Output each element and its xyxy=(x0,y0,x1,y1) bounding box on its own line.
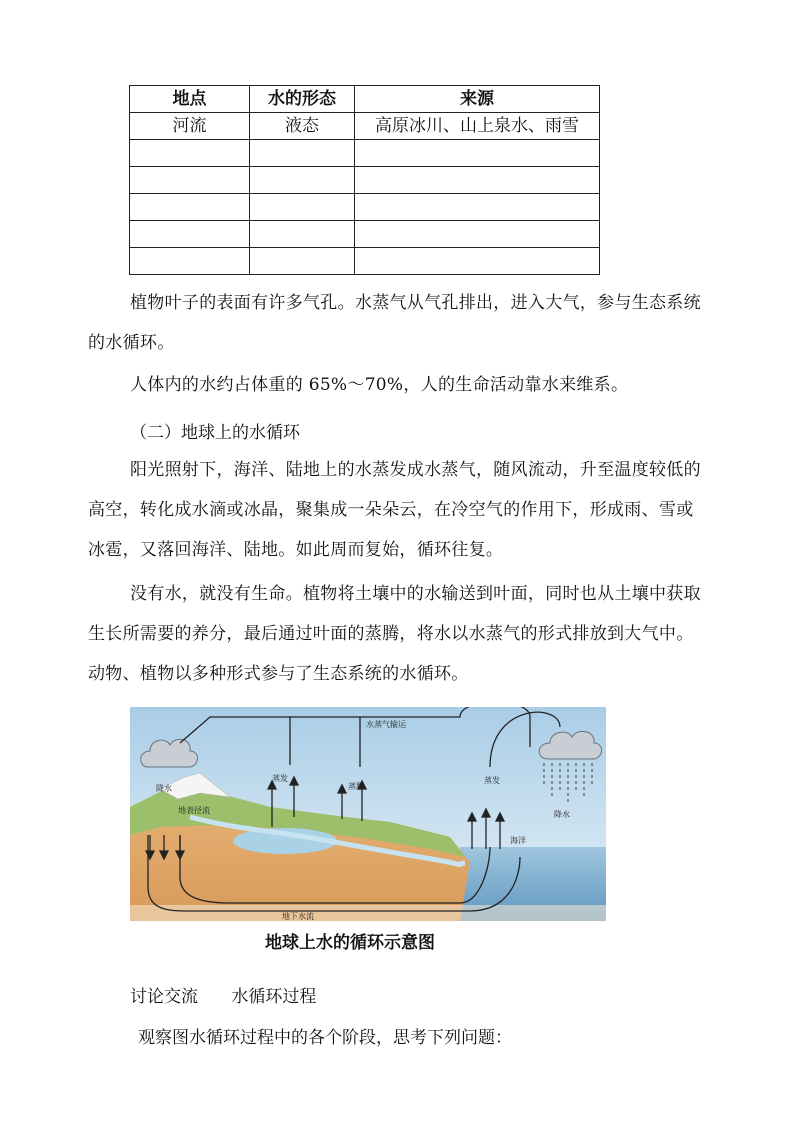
table-cell xyxy=(355,167,600,194)
table-cell: 高原冰川、山上泉水、雨雪 xyxy=(355,113,600,140)
table-row xyxy=(130,248,600,275)
label-groundwater: 地下水流 xyxy=(282,912,314,921)
table-cell xyxy=(130,140,250,167)
water-source-table xyxy=(129,85,600,275)
table-header-row xyxy=(130,86,600,113)
section-heading: （二）地球上的水循环 xyxy=(130,423,300,443)
table-cell xyxy=(250,248,355,275)
table-row xyxy=(130,113,600,140)
table-cell xyxy=(250,194,355,221)
table-cell xyxy=(355,194,600,221)
table-cell xyxy=(130,167,250,194)
table-cell xyxy=(250,140,355,167)
table-row xyxy=(130,167,600,194)
label-evaporation-sea: 蒸发 xyxy=(484,776,500,785)
header-location: 地点 xyxy=(130,86,250,113)
table-row xyxy=(130,194,600,221)
label-precip-right: 降水 xyxy=(554,810,570,819)
table-cell xyxy=(250,221,355,248)
paragraph-water-cycle: 阳光照射下，海洋、陆地上的水蒸发成水蒸气，随风流动，升至温度较低的高空，转化成水滴或冰晶，聚集成一朵朵云，在冷空气的作用下，形成雨、雪或冰雹，又落回海洋、陆地。如此周而复始，循环往复。 xyxy=(88,460,701,560)
discussion-topic: 水循环过程 xyxy=(231,987,317,1007)
table-cell xyxy=(355,248,600,275)
instruction-text: 观察图水循环过程中的各个阶段，思考下列问题： xyxy=(138,1028,512,1048)
label-transpiration: 蒸腾 xyxy=(348,782,364,791)
table-row xyxy=(130,140,600,167)
label-vapor-transport: 水蒸气输运 xyxy=(366,720,406,729)
table-cell xyxy=(130,194,250,221)
table-cell xyxy=(355,140,600,167)
table-cell: 液态 xyxy=(250,113,355,140)
paragraph-leaf-stomata: 植物叶子的表面有许多气孔。水蒸气从气孔排出，进入大气，参与生态系统的水循环。 xyxy=(88,293,701,353)
label-ocean: 海洋 xyxy=(510,836,526,845)
header-water-form: 水的形态 xyxy=(250,86,355,113)
label-precip-left: 降水 xyxy=(156,784,172,793)
header-source: 来源 xyxy=(355,86,600,113)
table-cell: 河流 xyxy=(130,113,250,140)
table-cell xyxy=(130,248,250,275)
discussion-label: 讨论交流 xyxy=(130,987,198,1007)
table-cell xyxy=(250,167,355,194)
label-surface-runoff: 地表径流 xyxy=(178,806,210,815)
label-evaporation-land: 蒸发 xyxy=(272,774,288,783)
water-cycle-diagram xyxy=(130,707,606,921)
discussion-line xyxy=(130,982,316,1007)
figure-caption: 地球上水的循环示意图 xyxy=(265,933,435,953)
table-cell xyxy=(355,221,600,248)
paragraph-body-water: 人体内的水约占体重的 65%～70%，人的生命活动靠水来维系。 xyxy=(130,375,629,395)
table-row xyxy=(130,221,600,248)
table-cell xyxy=(130,221,250,248)
paragraph-life-water: 没有水，就没有生命。植物将土壤中的水输送到叶面，同时也从土壤中获取生长所需要的养分，最后通过叶面的蒸腾，将水以水蒸气的形式排放到大气中。动物、植物以多种形式参与了生态系统的水循环。 xyxy=(88,584,701,684)
